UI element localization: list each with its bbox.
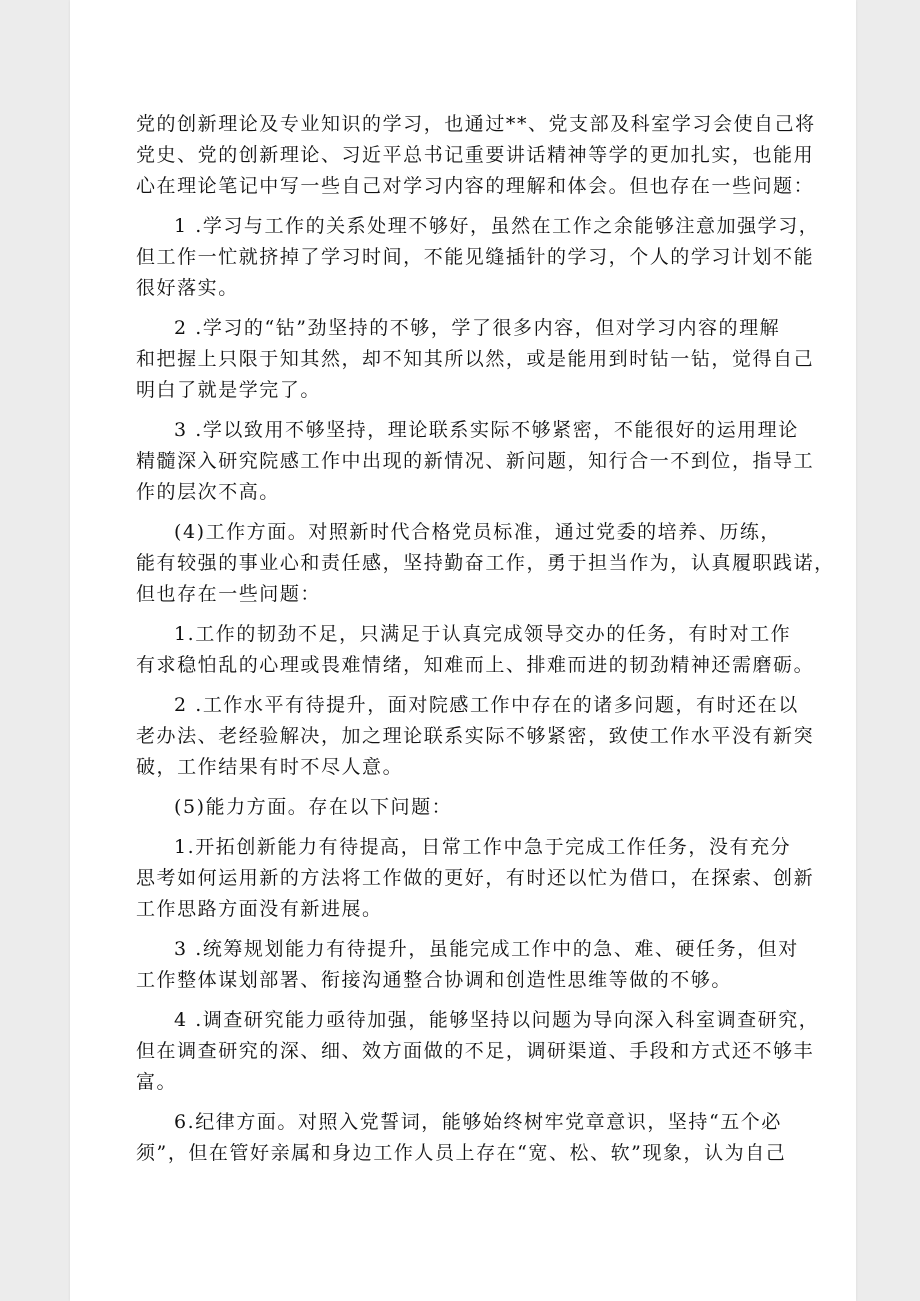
- text-line: 作的层次不高。: [136, 481, 280, 503]
- paragraph-intro: [136, 109, 816, 202]
- text-line: 党史、党的创新理论、习近平总书记重要讲话精神等学的更加扎实，也能用: [136, 144, 815, 166]
- document-body: [136, 109, 835, 1169]
- section-work: [136, 517, 835, 610]
- paragraph-work-item-1: [136, 619, 815, 681]
- text-line: 1 .学习与工作的关系处理不够好，虽然在工作之余能够注意加强学习，: [174, 215, 820, 237]
- paragraph-ability-item-1: [136, 832, 815, 925]
- text-line: 须”，但在管好亲属和身边工作人员上存在“宽、松、软”现象，认为自己: [136, 1142, 787, 1164]
- text-line: 3 .统筹规划能力有待提升，虽能完成工作中的急、难、硬任务，但对: [174, 938, 799, 960]
- paragraph-work-item-2: [136, 690, 815, 783]
- section-heading-line: (4)工作方面。对照新时代合格党员标准，通过党委的培养、历练，: [174, 521, 781, 543]
- text-line: 党的创新理论及专业知识的学习，也通过**、党支部及科室学习会使自己将: [136, 113, 816, 135]
- text-line: 工作思路方面没有新进展。: [136, 898, 383, 920]
- paragraph-study-item-3: [136, 415, 815, 508]
- text-line: 和把握上只限于知其然，却不知其所以然，或是能用到时钻一钻，觉得自己: [136, 348, 815, 370]
- text-line: 但在调查研究的深、细、效方面做的不足，调研渠道、手段和方式还不够丰: [136, 1040, 815, 1062]
- section-discipline: [136, 1107, 796, 1169]
- paragraph-ability-item-4: [136, 1005, 820, 1098]
- text-line: 老办法、老经验解决，加之理论联系实际不够紧密，致使工作水平没有新突: [136, 725, 815, 747]
- text-line: 3 .学以致用不够坚持，理论联系实际不够紧密，不能很好的运用理论: [174, 419, 799, 441]
- text-line: 思考如何运用新的方法将工作做的更好，有时还以忙为借口，在探索、创新: [136, 867, 815, 889]
- document-page: [70, 0, 856, 1301]
- text-line: 有求稳怕乱的心理或畏难情绪，知难而上、排难而进的韧劲精神还需磨砺。: [136, 654, 815, 676]
- text-line: 工作整体谋划部署、衔接沟通整合协调和创造性思维等做的不够。: [136, 969, 732, 991]
- text-line: 但工作一忙就挤掉了学习时间，不能见缝插针的学习，个人的学习计划不能: [136, 246, 815, 268]
- text-line: 2 .学习的“钻”劲坚持的不够，学了很多内容，但对学习内容的理解: [174, 317, 781, 339]
- section-heading-line: (5)能力方面。存在以下问题：: [174, 796, 453, 818]
- text-line: 破，工作结果有时不尽人意。: [136, 756, 404, 778]
- text-line: 很好落实。: [136, 277, 239, 299]
- paragraph-study-item-2: [136, 313, 815, 406]
- text-line: 能有较强的事业心和责任感，坚持勤奋工作，勇于担当作为，认真履职践诺，: [136, 552, 835, 574]
- section-ability: [136, 792, 796, 823]
- text-line: 4 .调查研究能力亟待加强，能够坚持以问题为导向深入科室调查研究，: [174, 1009, 820, 1031]
- text-line: 精髓深入研究院感工作中出现的新情况、新问题，知行合一不到位，指导工: [136, 450, 815, 472]
- paragraph-ability-item-3: [136, 934, 799, 996]
- text-line: 富。: [136, 1071, 178, 1093]
- text-line: 心在理论笔记中写一些自己对学习内容的理解和体会。但也存在一些问题：: [136, 175, 815, 197]
- text-line: 但也存在一些问题：: [136, 583, 321, 605]
- paragraph-study-item-1: [136, 211, 820, 304]
- section-heading-line: 6.纪律方面。对照入党誓词，能够始终树牢党章意识，坚持“五个必: [174, 1111, 782, 1133]
- text-line: 1.工作的韧劲不足，只满足于认真完成领导交办的任务，有时对工作: [174, 623, 792, 645]
- text-line: 2 .工作水平有待提升，面对院感工作中存在的诸多问题，有时还在以: [174, 694, 799, 716]
- text-line: 1.开拓创新能力有待提高，日常工作中急于完成工作任务，没有充分: [174, 836, 792, 858]
- text-line: 明白了就是学完了。: [136, 379, 321, 401]
